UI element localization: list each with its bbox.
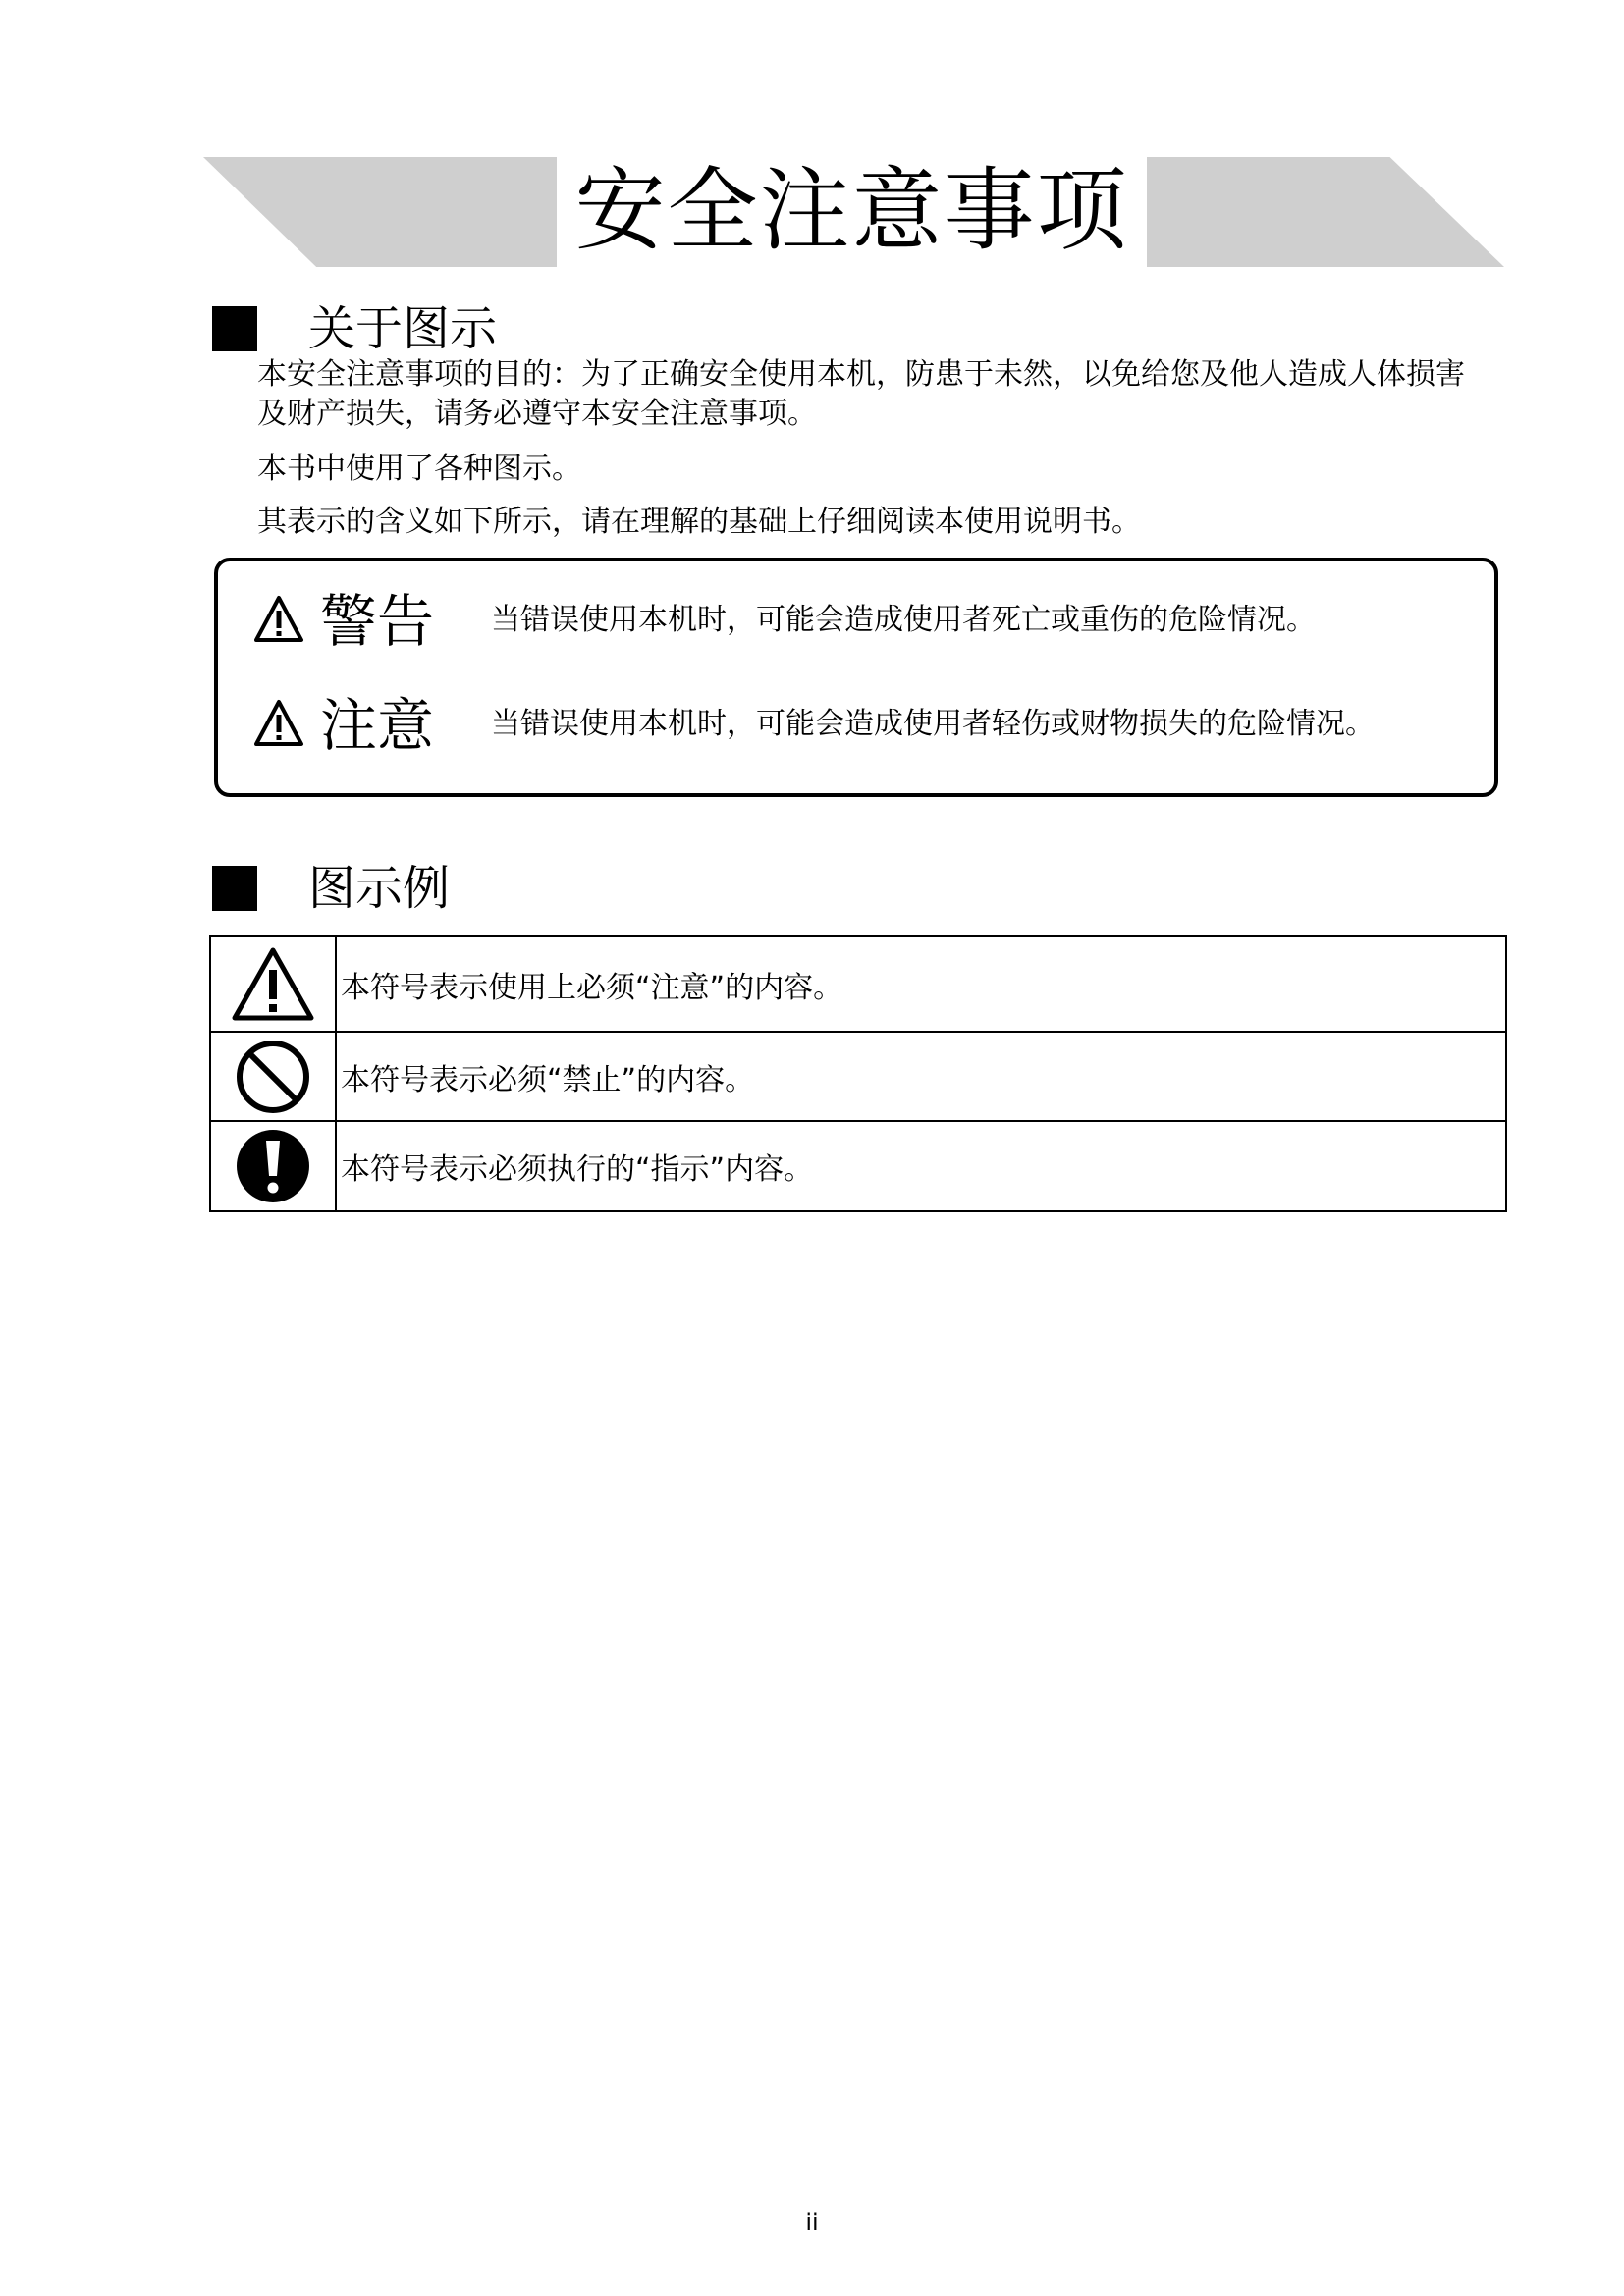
- legend-row-warning: [218, 587, 1494, 656]
- signal-word-legend: [214, 558, 1498, 797]
- symbol-cell: [210, 1121, 336, 1211]
- warning-triangle-icon: [253, 595, 304, 644]
- meaning-paragraph: 其表示的含义如下所示，请在理解的基础上仔细阅读本使用说明书。: [257, 505, 1141, 539]
- table-row: [210, 1121, 1506, 1211]
- table-row: [210, 1032, 1506, 1121]
- usage-paragraph: 本书中使用了各种图示。: [257, 452, 581, 486]
- intro-paragraph: 本安全注意事项的目的：为了正确安全使用本机，防患于未然，以免给您及他人造成人体损害及财产损失，请务必遵守本安全注意事项。: [257, 357, 1465, 431]
- symbol-description: 本符号表示必须执行的“指示”内容。: [336, 1121, 1506, 1211]
- page-number: ii: [805, 2209, 819, 2236]
- symbol-description: 本符号表示必须“禁止”的内容。: [336, 1032, 1506, 1121]
- legend-term-warning: 警告: [320, 588, 435, 655]
- symbol-cell: [210, 1032, 336, 1121]
- page-title: 安全注意事项: [574, 158, 1129, 263]
- mandatory-action-icon: [234, 1127, 312, 1205]
- section-heading-examples: 图示例: [308, 861, 451, 916]
- section-bullet-square: [212, 866, 257, 911]
- symbol-examples-table: [209, 935, 1507, 1212]
- caution-triangle-icon: [231, 946, 315, 1023]
- legend-row-caution: [218, 691, 1494, 760]
- prohibition-icon: [234, 1038, 312, 1116]
- legend-desc-warning: 当错误使用本机时，可能会造成使用者死亡或重伤的危险情况。: [491, 603, 1316, 637]
- legend-desc-caution: 当错误使用本机时，可能会造成使用者轻伤或财物损失的危险情况。: [491, 707, 1375, 741]
- warning-triangle-icon: [253, 699, 304, 748]
- symbol-cell: [210, 936, 336, 1032]
- symbol-description: 本符号表示使用上必须“注意”的内容。: [336, 936, 1506, 1032]
- title-banner-right: [1147, 157, 1504, 267]
- title-banner-left: [203, 157, 557, 267]
- section-bullet-square: [212, 306, 257, 351]
- section-heading-about: 关于图示: [308, 301, 498, 356]
- legend-term-caution: 注意: [320, 692, 435, 759]
- table-row: [210, 936, 1506, 1032]
